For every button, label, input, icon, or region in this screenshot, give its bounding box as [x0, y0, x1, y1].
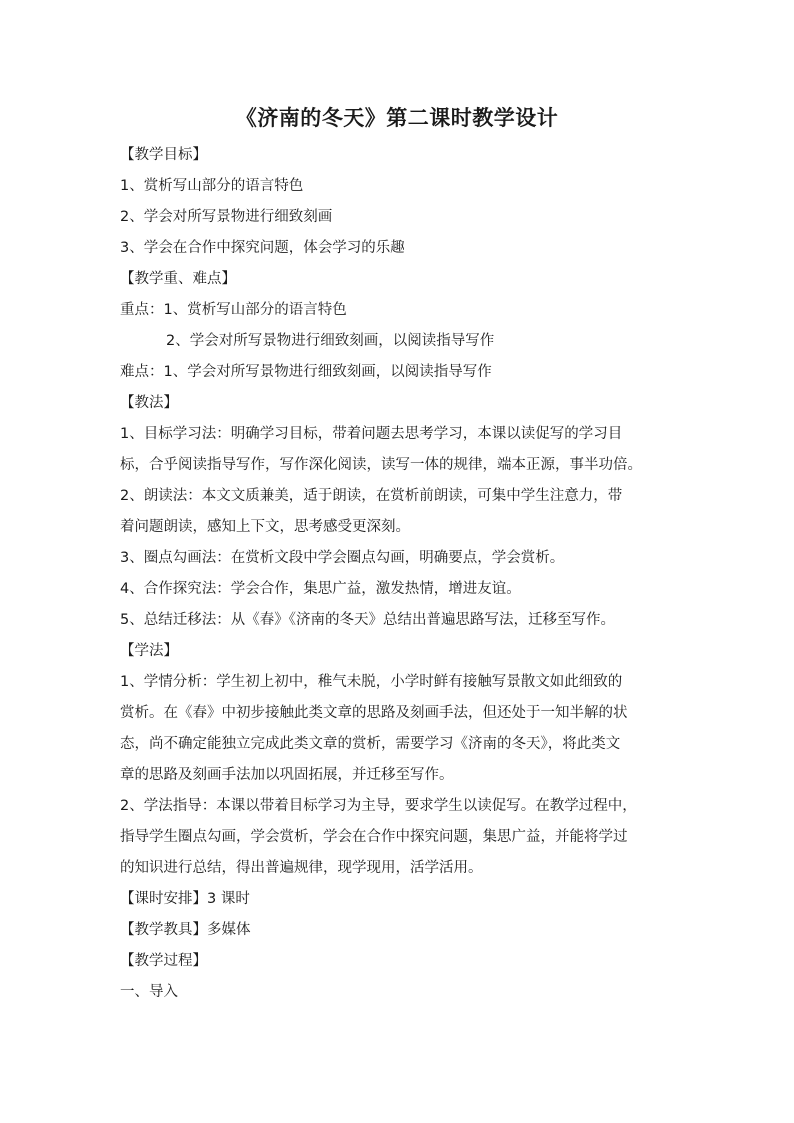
heading-teaching-methods: 【教法】: [120, 395, 178, 411]
method-3: 3、圈点勾画法：在赏析文段中学会圈点勾画，明确要点，学会赏析。: [120, 550, 565, 566]
method-1-line-2: 标，合乎阅读指导写作，写作深化阅读，读写一体的规律，端本正源，事半功倍。: [120, 457, 642, 473]
teaching-aids: 【教学教具】多媒体: [120, 922, 251, 938]
key-point-1: 重点：1、赏析写山部分的语言特色: [120, 302, 347, 318]
difficult-point-1: 难点：1、学会对所写景物进行细致刻画，以阅读指导写作: [120, 364, 492, 380]
learning-analysis-line-1: 1、学情分析：学生初上初中，稚气未脱，小学时鲜有接触写景散文如此细致的: [120, 674, 623, 690]
goal-item-1: 1、赏析写山部分的语言特色: [120, 178, 304, 194]
method-2-line-2: 着问题朗读，感知上下文，思考感受更深刻。: [120, 519, 410, 535]
learning-guidance-line-2: 指导学生圈点勾画，学会赏析，学会在合作中探究问题，集思广益，并能将学过: [120, 829, 628, 845]
learning-analysis-line-2: 赏析。在《春》中初步接触此类文章的思路及刻画手法，但还处于一知半解的状: [120, 705, 628, 721]
process-step-1: 一、导入: [120, 984, 178, 1000]
class-hours: 【课时安排】3 课时: [120, 891, 250, 907]
method-1-line-1: 1、目标学习法：明确学习目标，带着问题去思考学习，本课以读促写的学习目: [120, 426, 623, 442]
method-4: 4、合作探究法：学会合作，集思广益，激发热情，增进友谊。: [120, 581, 521, 597]
heading-teaching-process: 【教学过程】: [120, 953, 207, 969]
method-5: 5、总结迁移法：从《春》《济南的冬天》总结出普遍思路写法，迁移至写作。: [120, 612, 615, 628]
heading-key-difficult-points: 【教学重、难点】: [120, 271, 236, 287]
goal-item-2: 2、学会对所写景物进行细致刻画: [120, 209, 333, 225]
heading-learning-methods: 【学法】: [120, 643, 178, 659]
learning-analysis-line-4: 章的思路及刻画手法加以巩固拓展，并迁移至写作。: [120, 767, 454, 783]
learning-guidance-line-1: 2、学法指导：本课以带着目标学习为主导，要求学生以读促写。在教学过程中，: [120, 798, 637, 814]
goal-item-3: 3、学会在合作中探究问题，体会学习的乐趣: [120, 240, 405, 256]
key-point-2: 2、学会对所写景物进行细致刻画，以阅读指导写作: [166, 333, 495, 349]
learning-guidance-line-3: 的知识进行总结，得出普遍规律，现学现用，活学活用。: [120, 860, 483, 876]
page-title: 《济南的冬天》第二课时教学设计: [235, 105, 559, 130]
heading-teaching-goals: 【教学目标】: [120, 147, 207, 163]
method-2-line-1: 2、朗读法：本文文质兼美，适于朗读，在赏析前朗读，可集中学生注意力，带: [120, 488, 623, 504]
learning-analysis-line-3: 态，尚不确定能独立完成此类文章的赏析，需要学习《济南的冬天》，将此类文: [120, 736, 621, 752]
